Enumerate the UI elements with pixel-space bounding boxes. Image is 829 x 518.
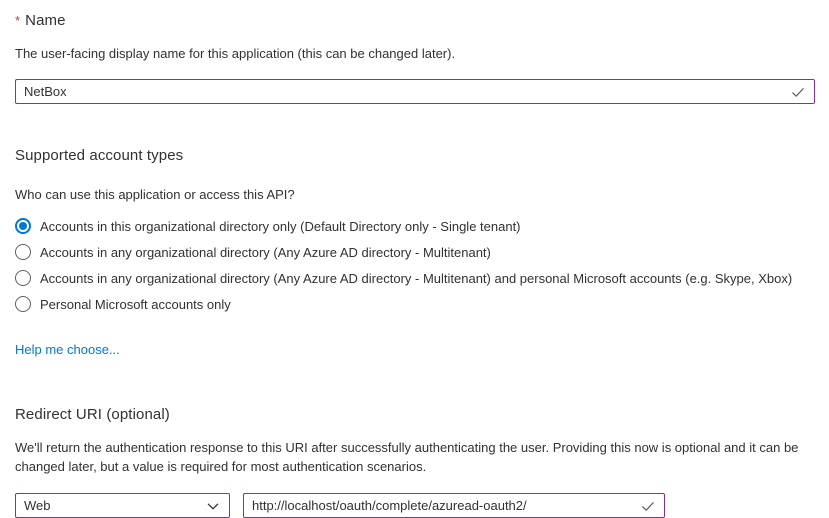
radio-option-label[interactable]: Accounts in any organizational directory (Any Azure AD directory - Multitenant) and personal Microsoft accounts (e.g. Skype, Xbox) (40, 270, 793, 286)
radio-option-single-tenant[interactable] (15, 213, 815, 239)
radio-option-label[interactable]: Personal Microsoft accounts only (40, 296, 231, 312)
radio-option-label[interactable]: Accounts in this organizational directory only (Default Directory only - Single tenant) (40, 218, 521, 234)
redirect-uri-title: Redirect URI (optional) (15, 406, 170, 423)
radio-button-icon[interactable] (15, 270, 31, 286)
radio-button-icon[interactable] (15, 218, 31, 234)
radio-option-multitenant[interactable] (15, 239, 815, 265)
account-types-question: Who can use this application or access this API? (15, 187, 295, 202)
platform-select-dropdown[interactable] (15, 493, 230, 518)
redirect-uri-row (15, 493, 815, 518)
valid-check-icon (790, 84, 806, 100)
name-input[interactable] (24, 84, 790, 99)
account-types-radio-group (15, 213, 815, 317)
radio-option-multitenant-personal[interactable] (15, 265, 815, 291)
redirect-uri-description: We'll return the authentication response to this URI after successfully authenticating the user. Providing this now is optional and it can be changed later, but a value is required for most authentication scenarios. (15, 440, 799, 474)
radio-option-personal-only[interactable] (15, 291, 815, 317)
radio-button-icon[interactable] (15, 244, 31, 260)
account-types-title: Supported account types (15, 147, 184, 164)
redirect-uri-input-container (243, 493, 665, 518)
required-asterisk: * (15, 13, 21, 28)
chevron-down-icon (205, 498, 221, 514)
name-section-title: Name (25, 12, 66, 29)
valid-check-icon (640, 498, 656, 514)
name-section-header (15, 12, 815, 29)
radio-option-label[interactable]: Accounts in any organizational directory (Any Azure AD directory - Multitenant) (40, 244, 491, 260)
redirect-uri-input[interactable] (252, 498, 640, 513)
radio-button-icon[interactable] (15, 296, 31, 312)
name-description: The user-facing display name for this application (this can be changed later). (15, 46, 456, 61)
help-me-choose-link[interactable]: Help me choose... (15, 342, 120, 357)
platform-select-value: Web (24, 498, 51, 513)
name-input-container (15, 79, 815, 104)
